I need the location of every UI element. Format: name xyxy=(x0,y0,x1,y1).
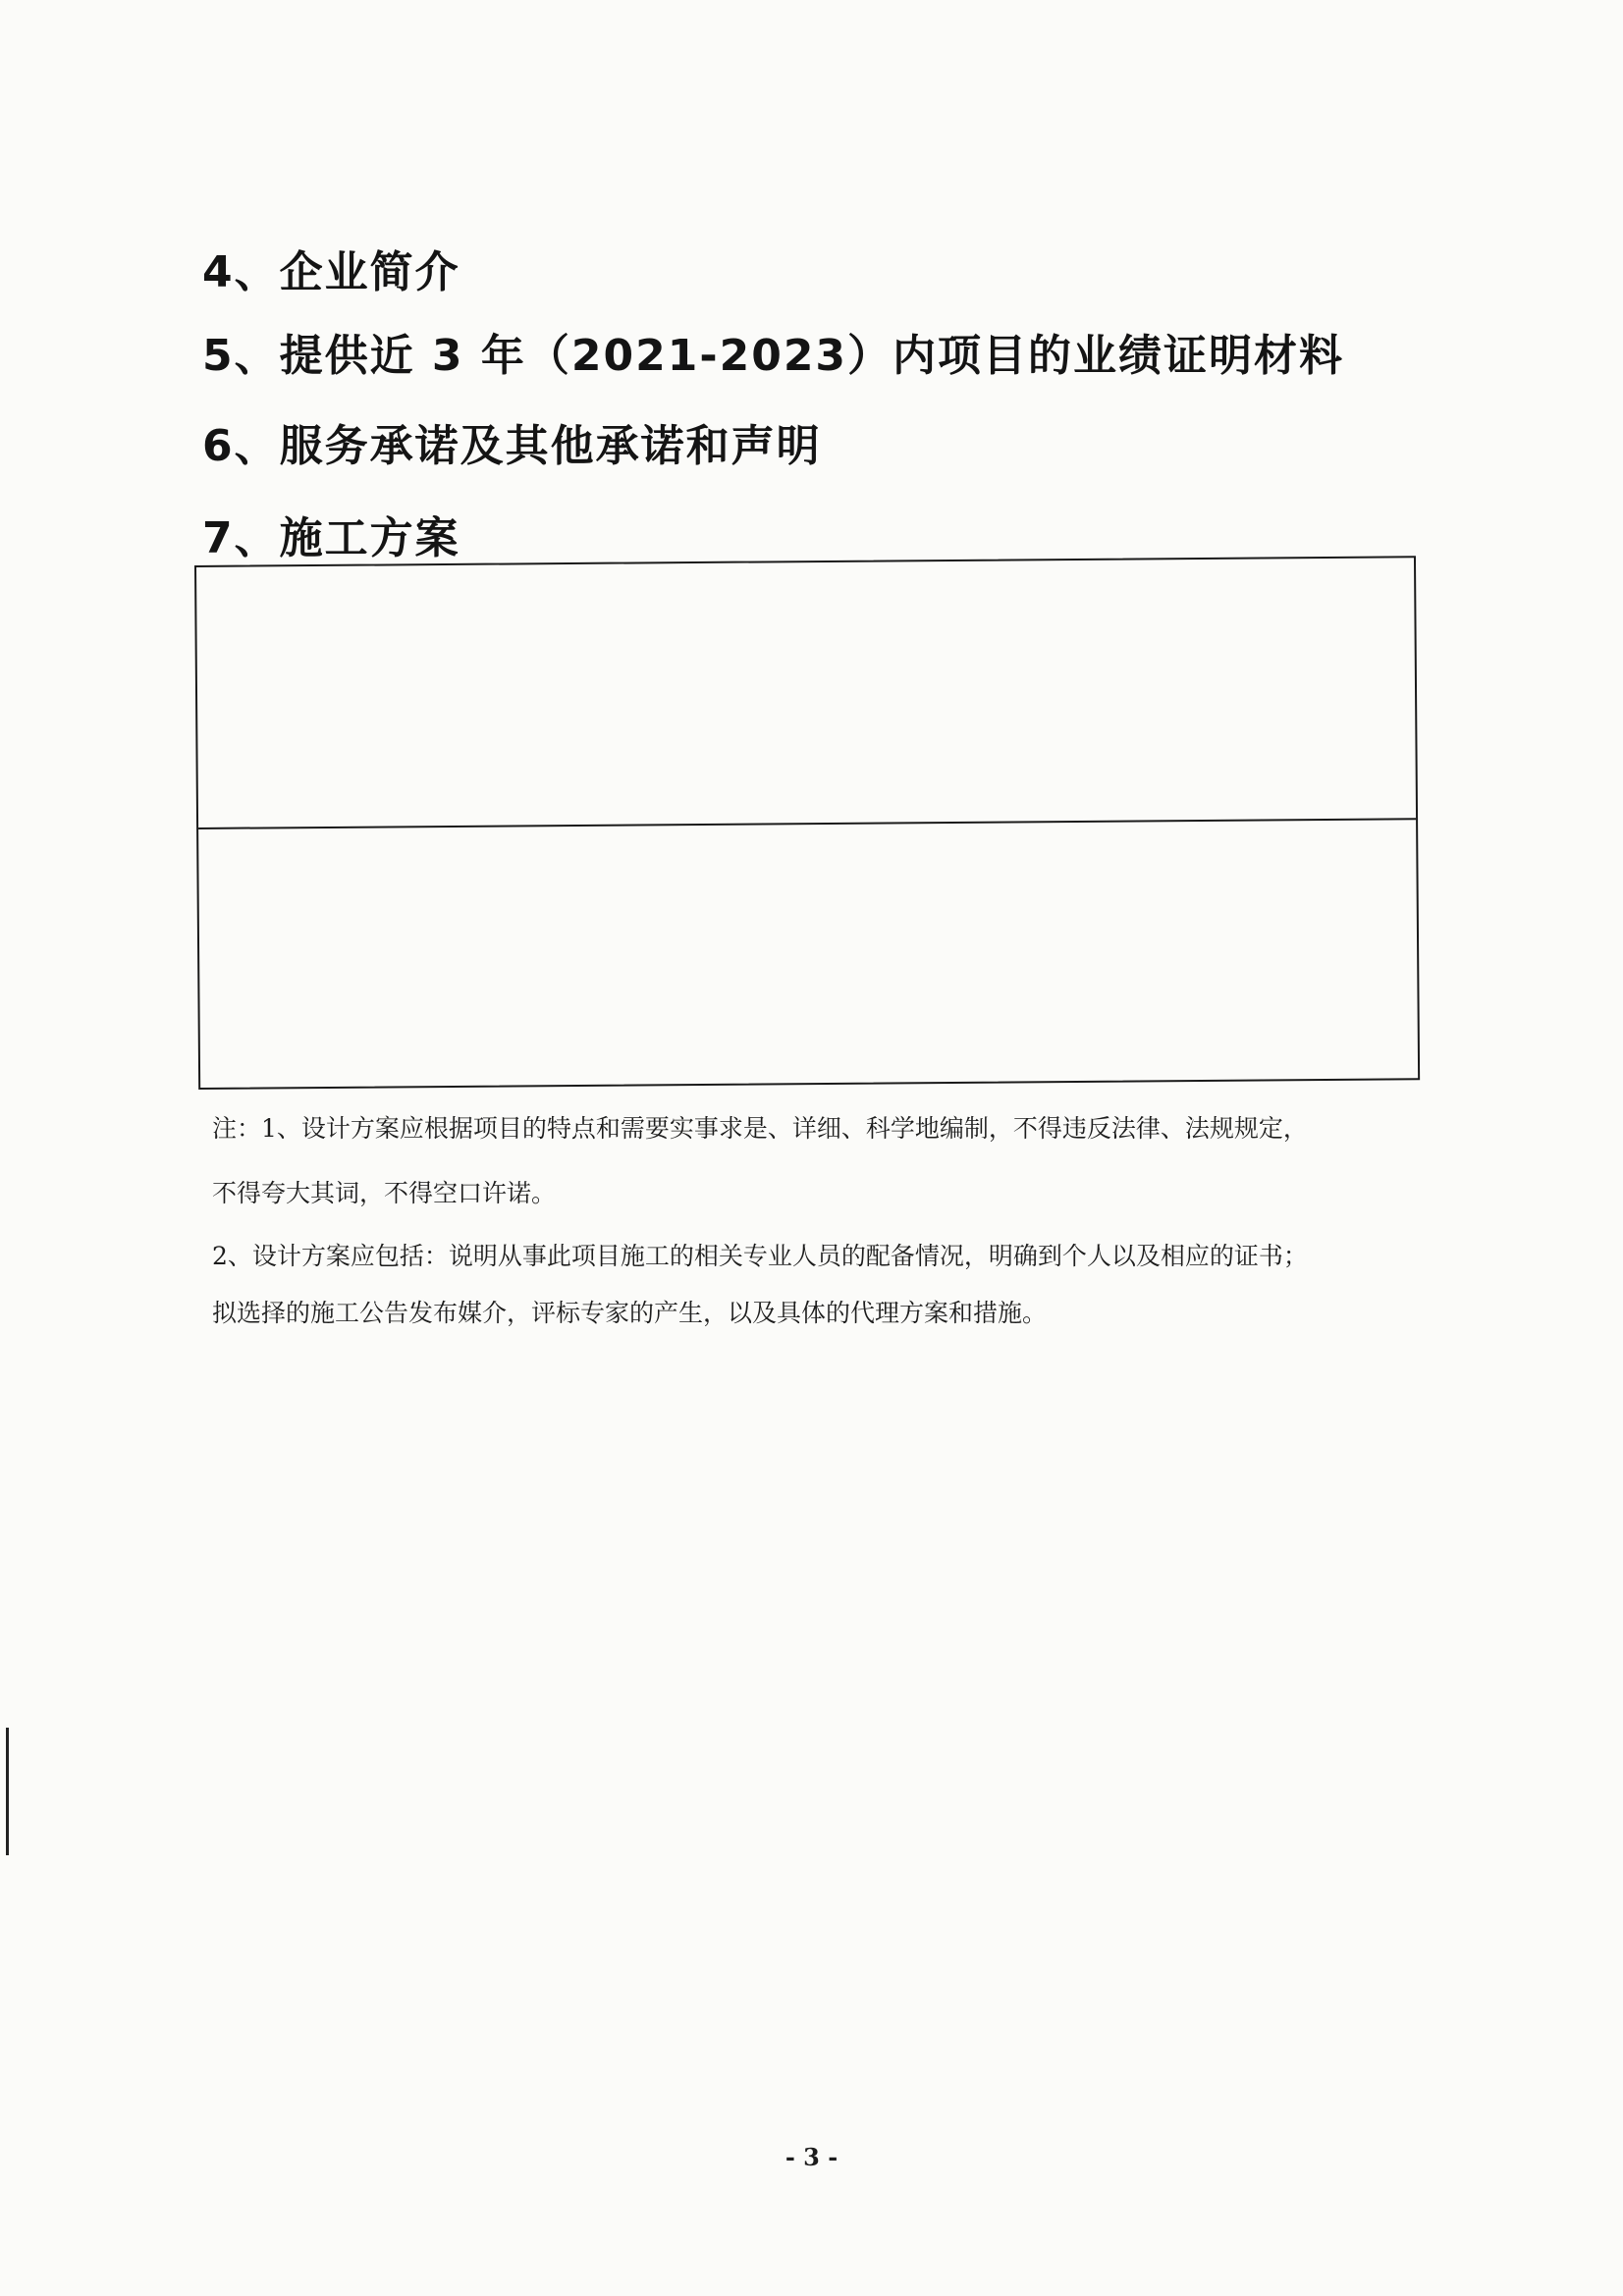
section-heading-performance-proof: 5、提供近 3 年（2021-2023）内项目的业绩证明材料 xyxy=(202,331,1345,381)
table-row xyxy=(196,558,1416,828)
page-number-text: - 3 - xyxy=(784,2143,839,2171)
table-row xyxy=(198,818,1418,1088)
note-line-2: 不得夸大其词，不得空口许诺。 xyxy=(212,1179,557,1207)
section-heading-company-profile: 4、企业简介 xyxy=(202,247,460,297)
section-heading-service-commitment: 6、服务承诺及其他承诺和声明 xyxy=(202,421,822,471)
section-heading-construction-plan: 7、施工方案 xyxy=(202,513,460,563)
page-number xyxy=(0,2143,1623,2171)
note-line-4: 拟选择的施工公告发布媒介，评标专家的产生，以及具体的代理方案和措施。 xyxy=(212,1299,1048,1327)
construction-plan-table xyxy=(194,556,1420,1090)
note-line-1: 注：1、设计方案应根据项目的特点和需要实事求是、详细、科学地编制，不得违反法律、法规规定， xyxy=(212,1114,1308,1143)
scan-edge-mark xyxy=(6,1728,9,1855)
note-line-3: 2、设计方案应包括：说明从事此项目施工的相关专业人员的配备情况，明确到个人以及相应的证书； xyxy=(212,1242,1308,1270)
